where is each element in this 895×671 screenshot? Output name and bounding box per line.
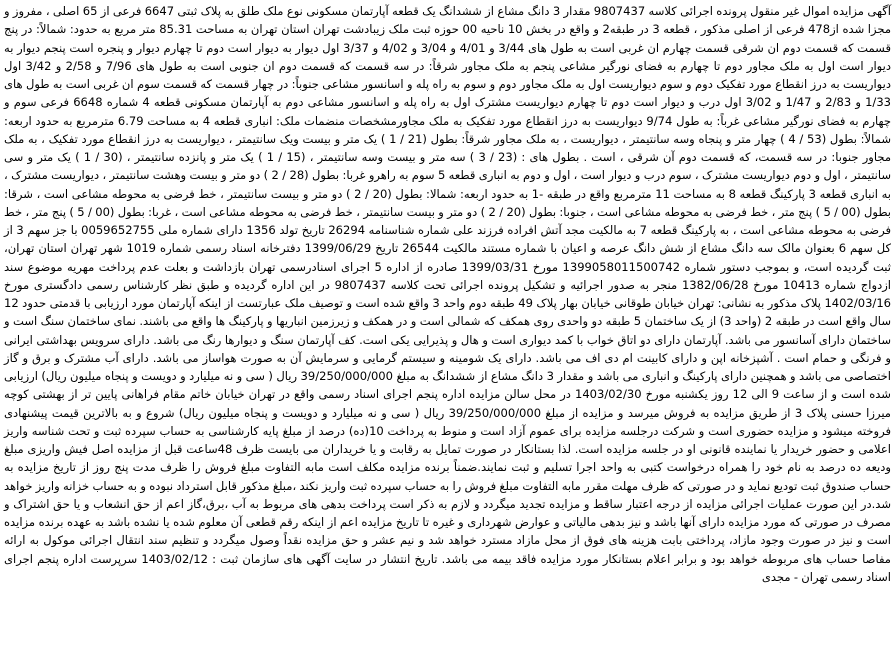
auction-notice-text: آگهی مزایده اموال غیر منقول پرونده اجرائی کلاسه 9807437 مقدار 3 دانگ مشاع از ششدانگ یک قطعه آپارتمان مسکونی نوع ملک طلق به پلاک ثبتی 6647 فرعی از 65 اصلی ، مفروز و مجزا شده از478 فرعی از اصلی مذکور ، قطعه 3 در طبقه2 و واقع در بخش 10 ناحیه 00 حوزه ثبت ملک زیبادشت تهران استان تهران به مساحت 85.31 متر مربع به حدود: شمالاً: در پنج قسمت که قسمت دوم ان شرقی قسمت چهارم ان غربی است به طول های 3/44 و 4/01 و 3/04 و 4/02 و 3/37 اول دیوار به دیوار است دوم تا چهارم دیوار و پنجره است پنجم دیوار به دیوار است اول به ملک مجاور دوم تا چهارم به فضای نورگیر مشاعی پنجم به ملک مجاور شرقاً: در سه قسمت که قسمت دوم ان جنوبی است به طول های 7/96 و 2/58 و 3/42 اول دیواریست به درز انقطاع مورد تفکیک دوم و سوم دیواریست اول به ملک مجاور دوم و سوم به راه پله و اسانسور مشاعی جنوباً: در چهار قسمت که قسمت سوم ان غربی است به طول های 1/33 و 2/83 و 1/47 و 3/02 اول درب و دیوار است دوم تا چهارم دیواریست مشترک اول به راه پله و اسانسور مشاعی دوم به آپارتمان مسکونی قطعه 4 شماره 6648 فرعی سوم و چهارم به فضای نورگیر مشاعی غرباً: به طول 9/74 دیواریست به درز انقطاع مورد تفکیک به ملک مجاورمشخصات منضمات ملک: انباری قطعه 4 به مساحت 6.79 مترمربع به حدود اربعه: شمالاً: بطول (53 / 4 ) چهار متر و پنجاه وسه سانتیمتر ، دیواریست ، به ملک مجاور شرقاً: بطول (21 / 1 ) یک متر و بیست ویک سانتیمتر ، دیواریست به درز انقطاع مورد تفکیک ، به ملک مجاور جنوبا: در سه قسمت، که قسمت دوم آن شرقی ، است . بطول های : (23 / 3 ) سه متر و بیست وسه سانتیمتر ، (15 / 1 ) یک متر و پانزده سانتیمتر ، (30 / 1 ) یک متر و سی سانتیمتر ، اول و دوم دیواریست مشترک ، سوم درب و دیوار است ، اول و دوم به انباری قطعه 5 سوم به راهرو غربا: بطول (28 / 2 ) دو متر و بیست وهشت سانتیمتر ، دیواریست مشترک ، به انباری قطعه 3 پارکینگ قطعه 8 به مساحت 11 مترمربع واقع در طبقه -1 به حدود اربعه: شمالا: بطول (20 / 2 ) دو متر و بیست سانتیمتر ، خط فرضی به محوطه مشاعی است ، شرقا: بطول (00 / 5 ) پنج متر ، خط فرضی به محوطه مشاعی است ، جنوبا: بطول (20 / 2 ) دو متر و بیست سانتیمتر ، خط فرضی به محوطه مشاعی است ، غربا: بطول (00 / 5 ) پنج متر ، خط فرضی به محوطه مشاعی است ، به پارکینگ قطعه 7 به مالکیت مجد آتش افراده فرزند علی شماره شناسنامه 26294 تاریخ تولد 1356 دارای شماره ملی 0059652755 با جز سهم 3 از کل سهم 6 بعنوان مالک سه دانگ مشاع از شش دانگ عرصه و اعیان با شماره مستند مالکیت 26544 تاریخ 1399/06/29 دفترخانه اسناد رسمی شماره 1019 شهر تهران استان تهران، ثبت گردیده است، و بموجب دستور شماره 139905801150074‌2 مورخ 1399/03/31 صادره از اداره 5 اجرای اسنادرسمی تهران بازداشت و بعلت عدم پرداخت مهریه موضوع سند ازدواج شماره 10413 مورخ 1382/06/28 منجر به صدور اجرائیه و تشکیل پرونده اجرائی تحت کلاسه 9807437 در این اداره گردیده و طبق نظر کارشناس رسمی دادگستری مورخ 1402/03/16 پلاک مذکور به نشانی: تهران خیابان طوقانی خیابان بهار پلاک 49 طبقه دوم واحد 3 واقع شده است و توصیف ملک عبارتست از اینکه آپارتمان مورد ارزیابی با قدمتی حدود 12 سال واقع است در طبقه 2 (واحد 3) از یک ساختمان 5 طبقه دو واحدی روی همکف که شمالی است و در همکف و زیرزمین انباریها و پارکینگ ها واقع می باشند. نمای ساختمان سنگ است و ساختمان دارای آسانسور می باشد. آپارتمان دارای دو اتاق خواب با کمد دیواری است و هال و پذیرایی یکی است. کف آپارتمان سنگ و دیوارها رنگ می باشد. دارای سرویس بهداشتی ایرانی و فرنگی و حمام است . آشپزخانه اپن و دارای کابینت ام دی اف می باشد. دارای یک شومینه و سیستم گرمایی و سرمایش آن به صورت هواساز می باشد. دارای آب مشترک و برق و گاز اختصاصی می باشد و همچنین دارای پارکینگ و انباری می باشد و مقدار 3 دانگ مشاع از ششدانگ به مبلغ 39/250/000/000 ریال ( سی و نه میلیارد و دویست و پنجاه میلیون ریال) ارزیابی شده است و از ساعت 9 الی 12 روز یکشنبه مورخ 1403/02/30 در محل سالن مزایده اداره پنجم اجرای اسناد رسمی واقع در تهران خیابان خاتم مقام فراهانی پایین تر از بهشتی کوچه میرزا حسنی پلاک 3 از طریق مزایده به فروش میرسد و مزایده از مبلغ 39/250/000/000 ریال ( سی و نه میلیارد و دویست و پنجاه میلیون ریال) شروع و به بالاترین قیمت پیشنهادی فروخته میشود و مزایده حضوری است و شرکت درجلسه مزایده برای عموم آزاد است و منوط به پرداخت 10(ده) درصد از مبلغ پایه کارشناسی به حساب سپرده ثبت و تحت شناسه واریز اعلامی و حضور خریدار یا نماینده قانونی او در جلسه مزایده است. لذا بستانکار در صورت تمایل به رقابت و یا خریداران می بایست ظرف 48ساعت قبل از مزایده اصل فیش واریزی مبلغ ودیعه ده درصد به نام خود را همراه درخواست کتبی به واحد اجرا تسلیم و ثبت نمایند.ضمناً برنده مزایده مکلف است مابه التفاوت مبلغ فروش را ظرف مدت پنج روز از تاریخ مزایده به حساب صندوق ثبت تودیع نماید و در صورتی که ظرف مهلت مقرر مابه التفاوت مبلغ فروش را به حساب سپرده ثبت واریز نکند ،مبلغ مذکور قابل استرداد نبوده و به حساب خزانه واریز خواهد شد.در این صورت عملیات اجرائی مزایده از درجه اعتبار ساقط و مزایده تجدید میگردد و لازم به ذکر است پرداخت بدهی های مربوط به آب ،برق،گاز اعم از حق انشعاب و یا حق اشتراک و مصرف در صورتی که مورد مزایده دارای آنها باشد و نیز بدهی مالیاتی و عوارض شهرداری و غیره تا تاریخ مزایده اعم از اینکه رقم قطعی آن معلوم شده یا نشده باشد به عهده برنده مزایده است و نیز در صورت وجود مازاد، پرداختی بابت هزینه های فوق از محل مازاد مسترد خواهد شد و نیم عشر و حق مزایده نقداً وصول میگردد و تنظیم سند انتقال اجرائی موکول به ارائه مفاصا حساب های مربوطه خواهد بود و برابر اعلام بستانکار مورد مزایده فاقد بیمه می باشد. تاریخ انتشار در سایت آگهی های سازمان ثبت : 1403/02/12 سرپرست اداره پنجم اجرای اسناد رسمی تهران - مجدی [4,4,892,584]
